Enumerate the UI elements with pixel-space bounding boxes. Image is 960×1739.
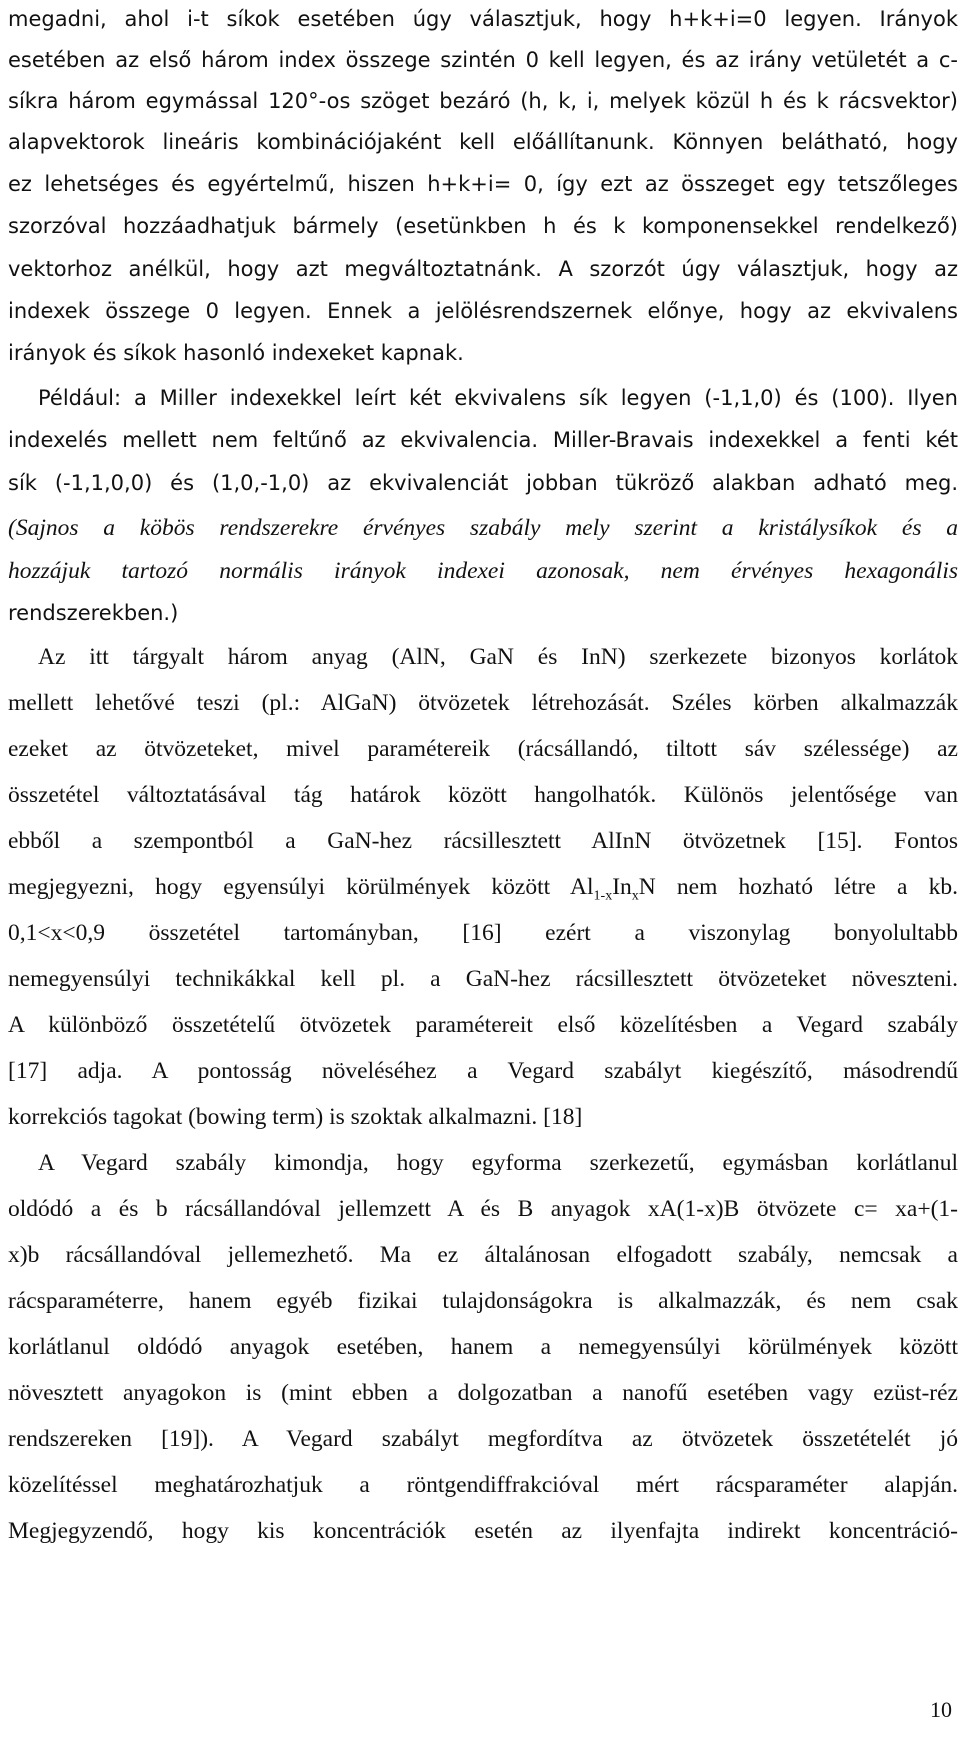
italic-line: (Sajnos a köbös rendszerekre érvényes szabály mely szerint a kristálysíkok és a — [8, 515, 958, 541]
subscript: x — [631, 888, 639, 904]
text-segment: In — [612, 874, 632, 900]
text-line: összetétel változtatásával tág határok között hangolhatók. Különös jelentősége van — [8, 782, 958, 808]
text-line: indexelés mellett nem feltűnő az ekvivalencia. Miller-Bravais indexekkel a fenti két — [8, 428, 958, 452]
text-line: ebből a szempontból a GaN-hez rácsillesztett AlInN ötvözetnek [15]. Fontos — [8, 828, 958, 854]
text-line: korlátlanul oldódó anyagok esetében, hanem a nemegyensúlyi körülmények között — [8, 1334, 958, 1360]
text-line: közelítéssel meghatározhatjuk a röntgendiffrakcióval mért rácsparaméter alapján. — [8, 1472, 958, 1498]
text-line: rendszereken [19]). A Vegard szabályt megfordítva az ötvözetek összetételét jó — [8, 1426, 958, 1452]
text-line-formula — [8, 862, 958, 912]
text-line: [17] adja. A pontosság növeléséhez a Vegard szabályt kiegészítő, másodrendű — [8, 1058, 958, 1084]
text-line: növesztett anyagokon is (mint ebben a dolgozatban a nanofű esetében vagy ezüst-réz — [8, 1380, 958, 1406]
text-line: esetében az első három index összege szintén 0 kell legyen, és az irány vetületét a c- — [8, 48, 958, 72]
text-line: síkra három egymással 120°-os szöget bezáró (h, k, i, melyek közül h és k rácsvektor) — [8, 89, 958, 113]
text-line: rácsparaméterre, hanem egyéb fizikai tulajdonságokra is alkalmazzák, és nem csak — [8, 1288, 958, 1314]
text-line: korrekciós tagokat (bowing term) is szoktak alkalmazni. [18] — [8, 1104, 583, 1130]
text-line: rendszerekben.) — [8, 601, 179, 625]
text-line: ez lehetséges és egyértelmű, hiszen h+k+i= 0, így ezt az összeget egy tetszőleges — [8, 172, 958, 196]
text-line: mellett lehetővé teszi (pl.: AlGaN) ötvözetek létrehozását. Széles körben alkalmazzák — [8, 690, 958, 716]
text-line: Az itt tárgyalt három anyag (AlN, GaN és InN) szerkezete bizonyos korlátok — [38, 644, 958, 670]
text-line: oldódó a és b rácsállandóval jellemzett A és B anyagok xA(1-x)B ötvözete c= xa+(1- — [8, 1196, 958, 1222]
text-line: sík (-1,1,0,0) és (1,0,-1,0) az ekvivalenciát jobban tükröző alakban adható meg. — [8, 471, 958, 495]
text-line: 0,1<x<0,9 összetétel tartományban, [16] ezért a viszonylag bonyolultabb — [8, 920, 958, 946]
text-line: A Vegard szabály kimondja, hogy egyforma szerkezetű, egymásban korlátlanul — [38, 1150, 958, 1176]
text-line: indexek összege 0 legyen. Ennek a jelölésrendszernek előnye, hogy az ekvivalens — [8, 299, 958, 323]
text-segment: N nem hozható létre a kb. — [638, 874, 958, 900]
text-segment: megjegyezni, hogy egyensúlyi körülmények között Al — [8, 874, 594, 900]
italic-line: hozzájuk tartozó normális irányok indexei azonosak, nem érvényes hexagonális — [8, 558, 958, 584]
text-line: megadni, ahol i-t síkok esetében úgy választjuk, hogy h+k+i=0 legyen. Irányok — [8, 7, 958, 31]
text-line: Például: a Miller indexekkel leírt két ekvivalens sík legyen (-1,1,0) és (100). Ilyen — [38, 386, 958, 410]
text-line: x)b rácsállandóval jellemezhető. Ma ez általánosan elfogadott szabály, nemcsak a — [8, 1242, 958, 1268]
text-line: Megjegyzendő, hogy kis koncentrációk esetén az ilyenfajta indirekt koncentráció- — [8, 1518, 958, 1544]
text-line: vektorhoz anélkül, hogy azt megváltoztatnánk. A szorzót úgy választjuk, hogy az — [8, 257, 958, 281]
subscript: 1-x — [593, 888, 613, 904]
text-line: A különböző összetételű ötvözetek paramétereit első közelítésben a Vegard szabály — [8, 1012, 958, 1038]
page-number: 10 — [930, 1697, 952, 1722]
text-line: irányok és síkok hasonló indexeket kapnak. — [8, 341, 464, 365]
text-line: nemegyensúlyi technikákkal kell pl. a GaN-hez rácsillesztett ötvözeteket növeszteni. — [8, 966, 958, 992]
text-line: alapvektorok lineáris kombinációjaként kell előállítanunk. Könnyen belátható, hogy — [8, 130, 958, 154]
text-line: szorzóval hozzáadhatjuk bármely (esetünkben h és k komponensekkel rendelkező) — [8, 214, 958, 238]
text-line: ezeket az ötvözeteket, mivel paramétereik (rácsállandó, tiltott sáv szélessége) az — [8, 736, 958, 762]
